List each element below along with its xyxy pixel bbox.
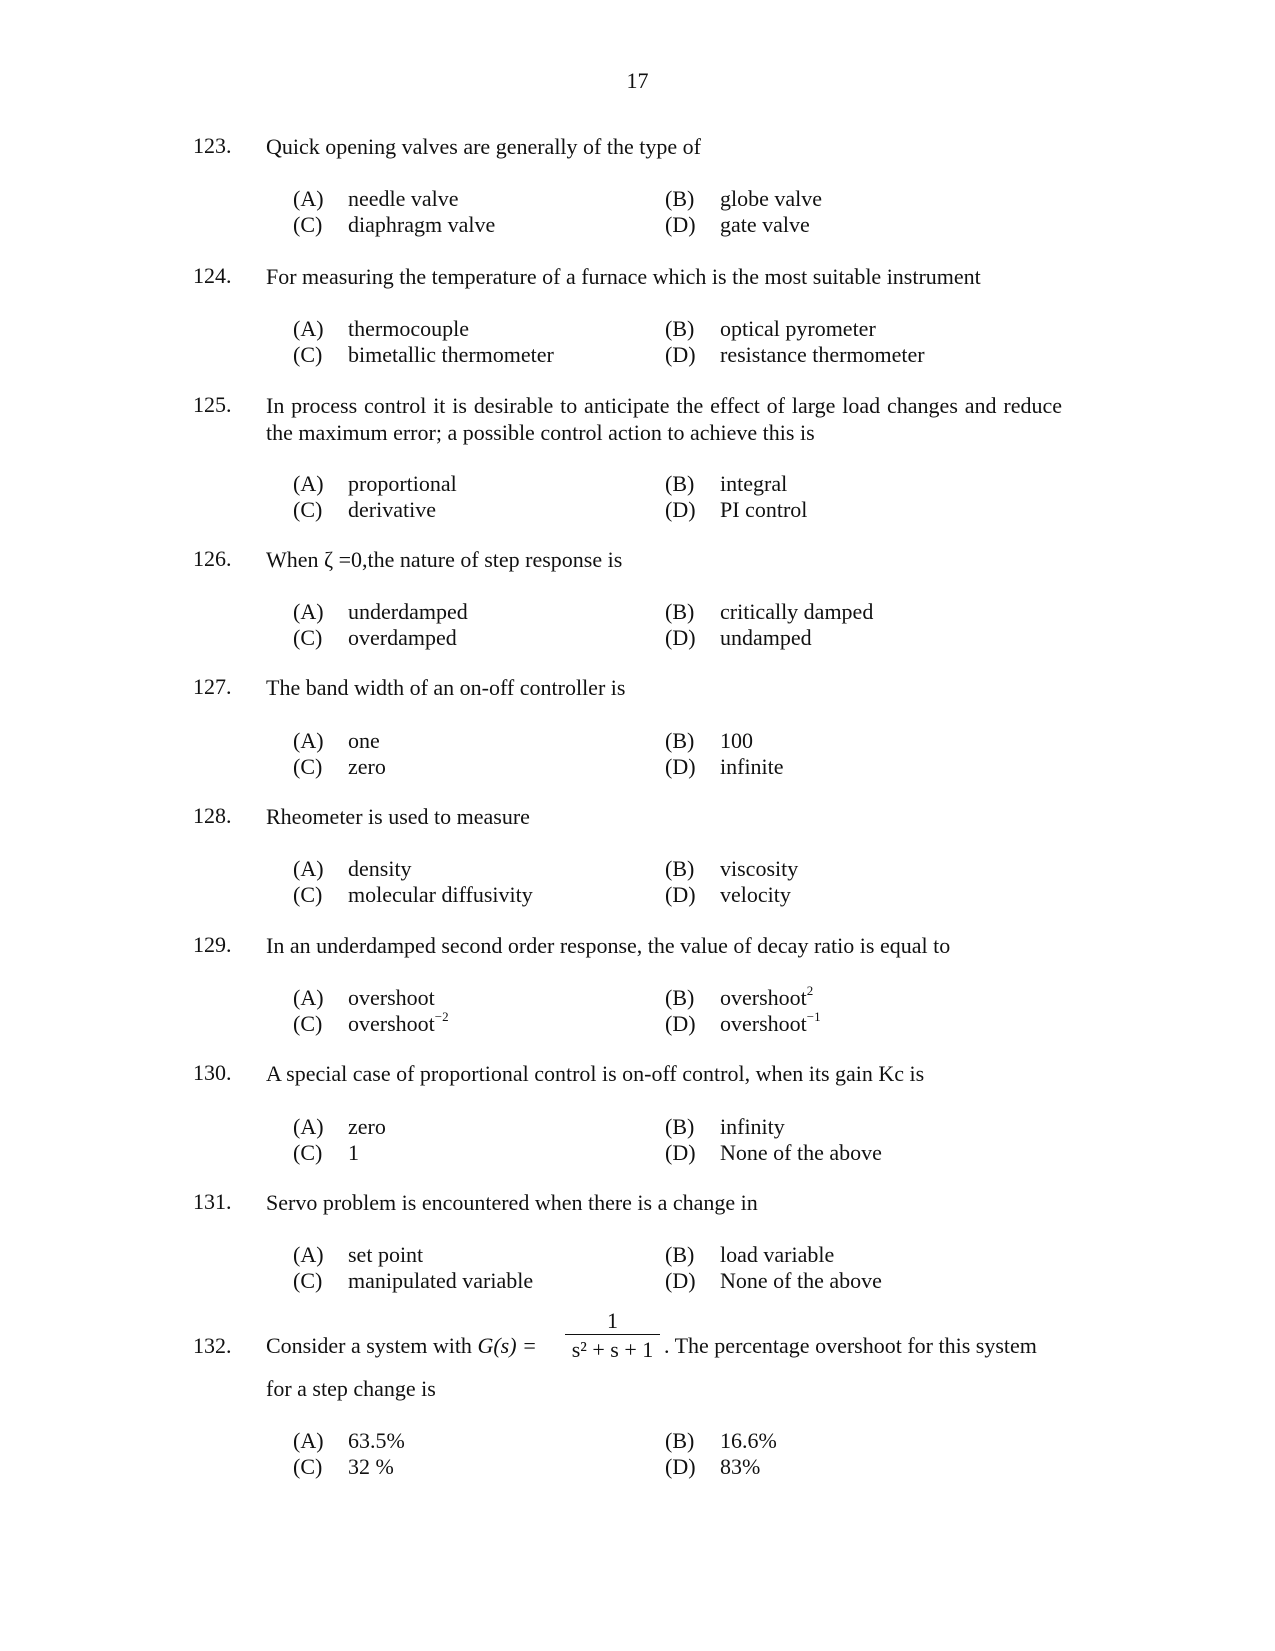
option-b: (B) integral: [665, 471, 788, 496]
option-b: (B) 100: [665, 728, 753, 753]
question-number: 130.: [193, 1060, 232, 1085]
question-text: In an underdamped second order response, the value of decay ratio is equal to: [266, 933, 951, 958]
option-d: (D) gate valve: [665, 212, 810, 237]
question-text: When ζ =0,the nature of step response is: [266, 547, 623, 572]
option-c: (C) bimetallic thermometer: [293, 342, 554, 367]
option-b: (B) infinity: [665, 1114, 785, 1139]
option-a: (A) density: [293, 856, 412, 881]
question-number: 126.: [193, 546, 232, 571]
option-c: (C) derivative: [293, 497, 436, 522]
question-text-line2: for a step change is: [266, 1376, 436, 1401]
question-number: 128.: [193, 803, 232, 828]
fraction-denominator: s² + s + 1: [571, 1337, 654, 1362]
option-a: (A) set point: [293, 1242, 424, 1267]
option-d: (D) None of the above: [665, 1268, 882, 1293]
option-a: (A) one: [293, 728, 380, 753]
transfer-function-fraction: [565, 1308, 660, 1363]
fraction-numerator: 1: [607, 1308, 618, 1333]
formula-lhs: G(s) =: [477, 1333, 537, 1358]
option-b: (B) optical pyrometer: [665, 316, 876, 341]
option-d: (D) overshoot$^{-1}$: [665, 1008, 821, 1036]
option-c: (C) overshoot$^{-2}$: [293, 1008, 449, 1036]
question-number: 124.: [193, 263, 232, 288]
option-d: (D) 83%: [665, 1454, 761, 1479]
question-number: 129.: [193, 932, 232, 957]
option-b: (B) overshoot$^2$: [665, 982, 814, 1010]
option-a: (A) 63.5%: [293, 1428, 405, 1453]
option-b: (B) critically damped: [665, 599, 874, 624]
question-number: 127.: [193, 674, 232, 699]
option-d: (D) undamped: [665, 625, 812, 650]
question-text: Rheometer is used to measure: [266, 804, 530, 829]
option-a: (A) thermocouple: [293, 316, 469, 341]
option-d: (D) resistance thermometer: [665, 342, 925, 367]
option-c: (C) 1: [293, 1140, 359, 1165]
option-a: (A) underdamped: [293, 599, 468, 624]
option-a: (A) proportional: [293, 471, 457, 496]
option-b: (B) globe valve: [665, 186, 823, 211]
option-c: (C) manipulated variable: [293, 1268, 534, 1293]
question-text: In process control it is desirable to anticipate the effect of large load changes and reduce the maximum error; a possible control action to achieve this is: [266, 393, 1062, 445]
fraction-bar: [565, 1334, 660, 1335]
option-a: (A) needle valve: [293, 186, 459, 211]
question-text-end: . The percentage overshoot for this system: [664, 1333, 1037, 1358]
option-d: (D) velocity: [665, 882, 791, 907]
question-number: 123.: [193, 133, 232, 158]
option-d: (D) infinite: [665, 754, 784, 779]
option-c: (C) diaphragm valve: [293, 212, 496, 237]
option-b: (B) 16.6%: [665, 1428, 777, 1453]
option-a: (A) overshoot: [293, 985, 435, 1010]
option-c: (C) overdamped: [293, 625, 457, 650]
page-number: 17: [626, 68, 649, 93]
option-c: (C) 32 %: [293, 1454, 394, 1479]
option-b: (B) load variable: [665, 1242, 835, 1267]
option-d: (D) None of the above: [665, 1140, 882, 1165]
question-number: 132.: [193, 1333, 232, 1358]
option-a: (A) zero: [293, 1114, 386, 1139]
question-text: Quick opening valves are generally of the type of: [266, 134, 701, 159]
question-text-start: Consider a system with G(s) =: [266, 1333, 537, 1358]
option-d: (D) PI control: [665, 497, 808, 522]
question-text: A special case of proportional control is on-off control, when its gain Kc is: [266, 1061, 925, 1086]
question-number: 125.: [193, 392, 232, 417]
question-text: For measuring the temperature of a furnace which is the most suitable instrument: [266, 264, 981, 289]
question-number: 131.: [193, 1189, 232, 1214]
option-b: (B) viscosity: [665, 856, 799, 881]
question-text: Servo problem is encountered when there is a change in: [266, 1190, 758, 1215]
question-text: The band width of an on-off controller is: [266, 675, 626, 700]
option-c: (C) zero: [293, 754, 386, 779]
option-c: (C) molecular diffusivity: [293, 882, 533, 907]
